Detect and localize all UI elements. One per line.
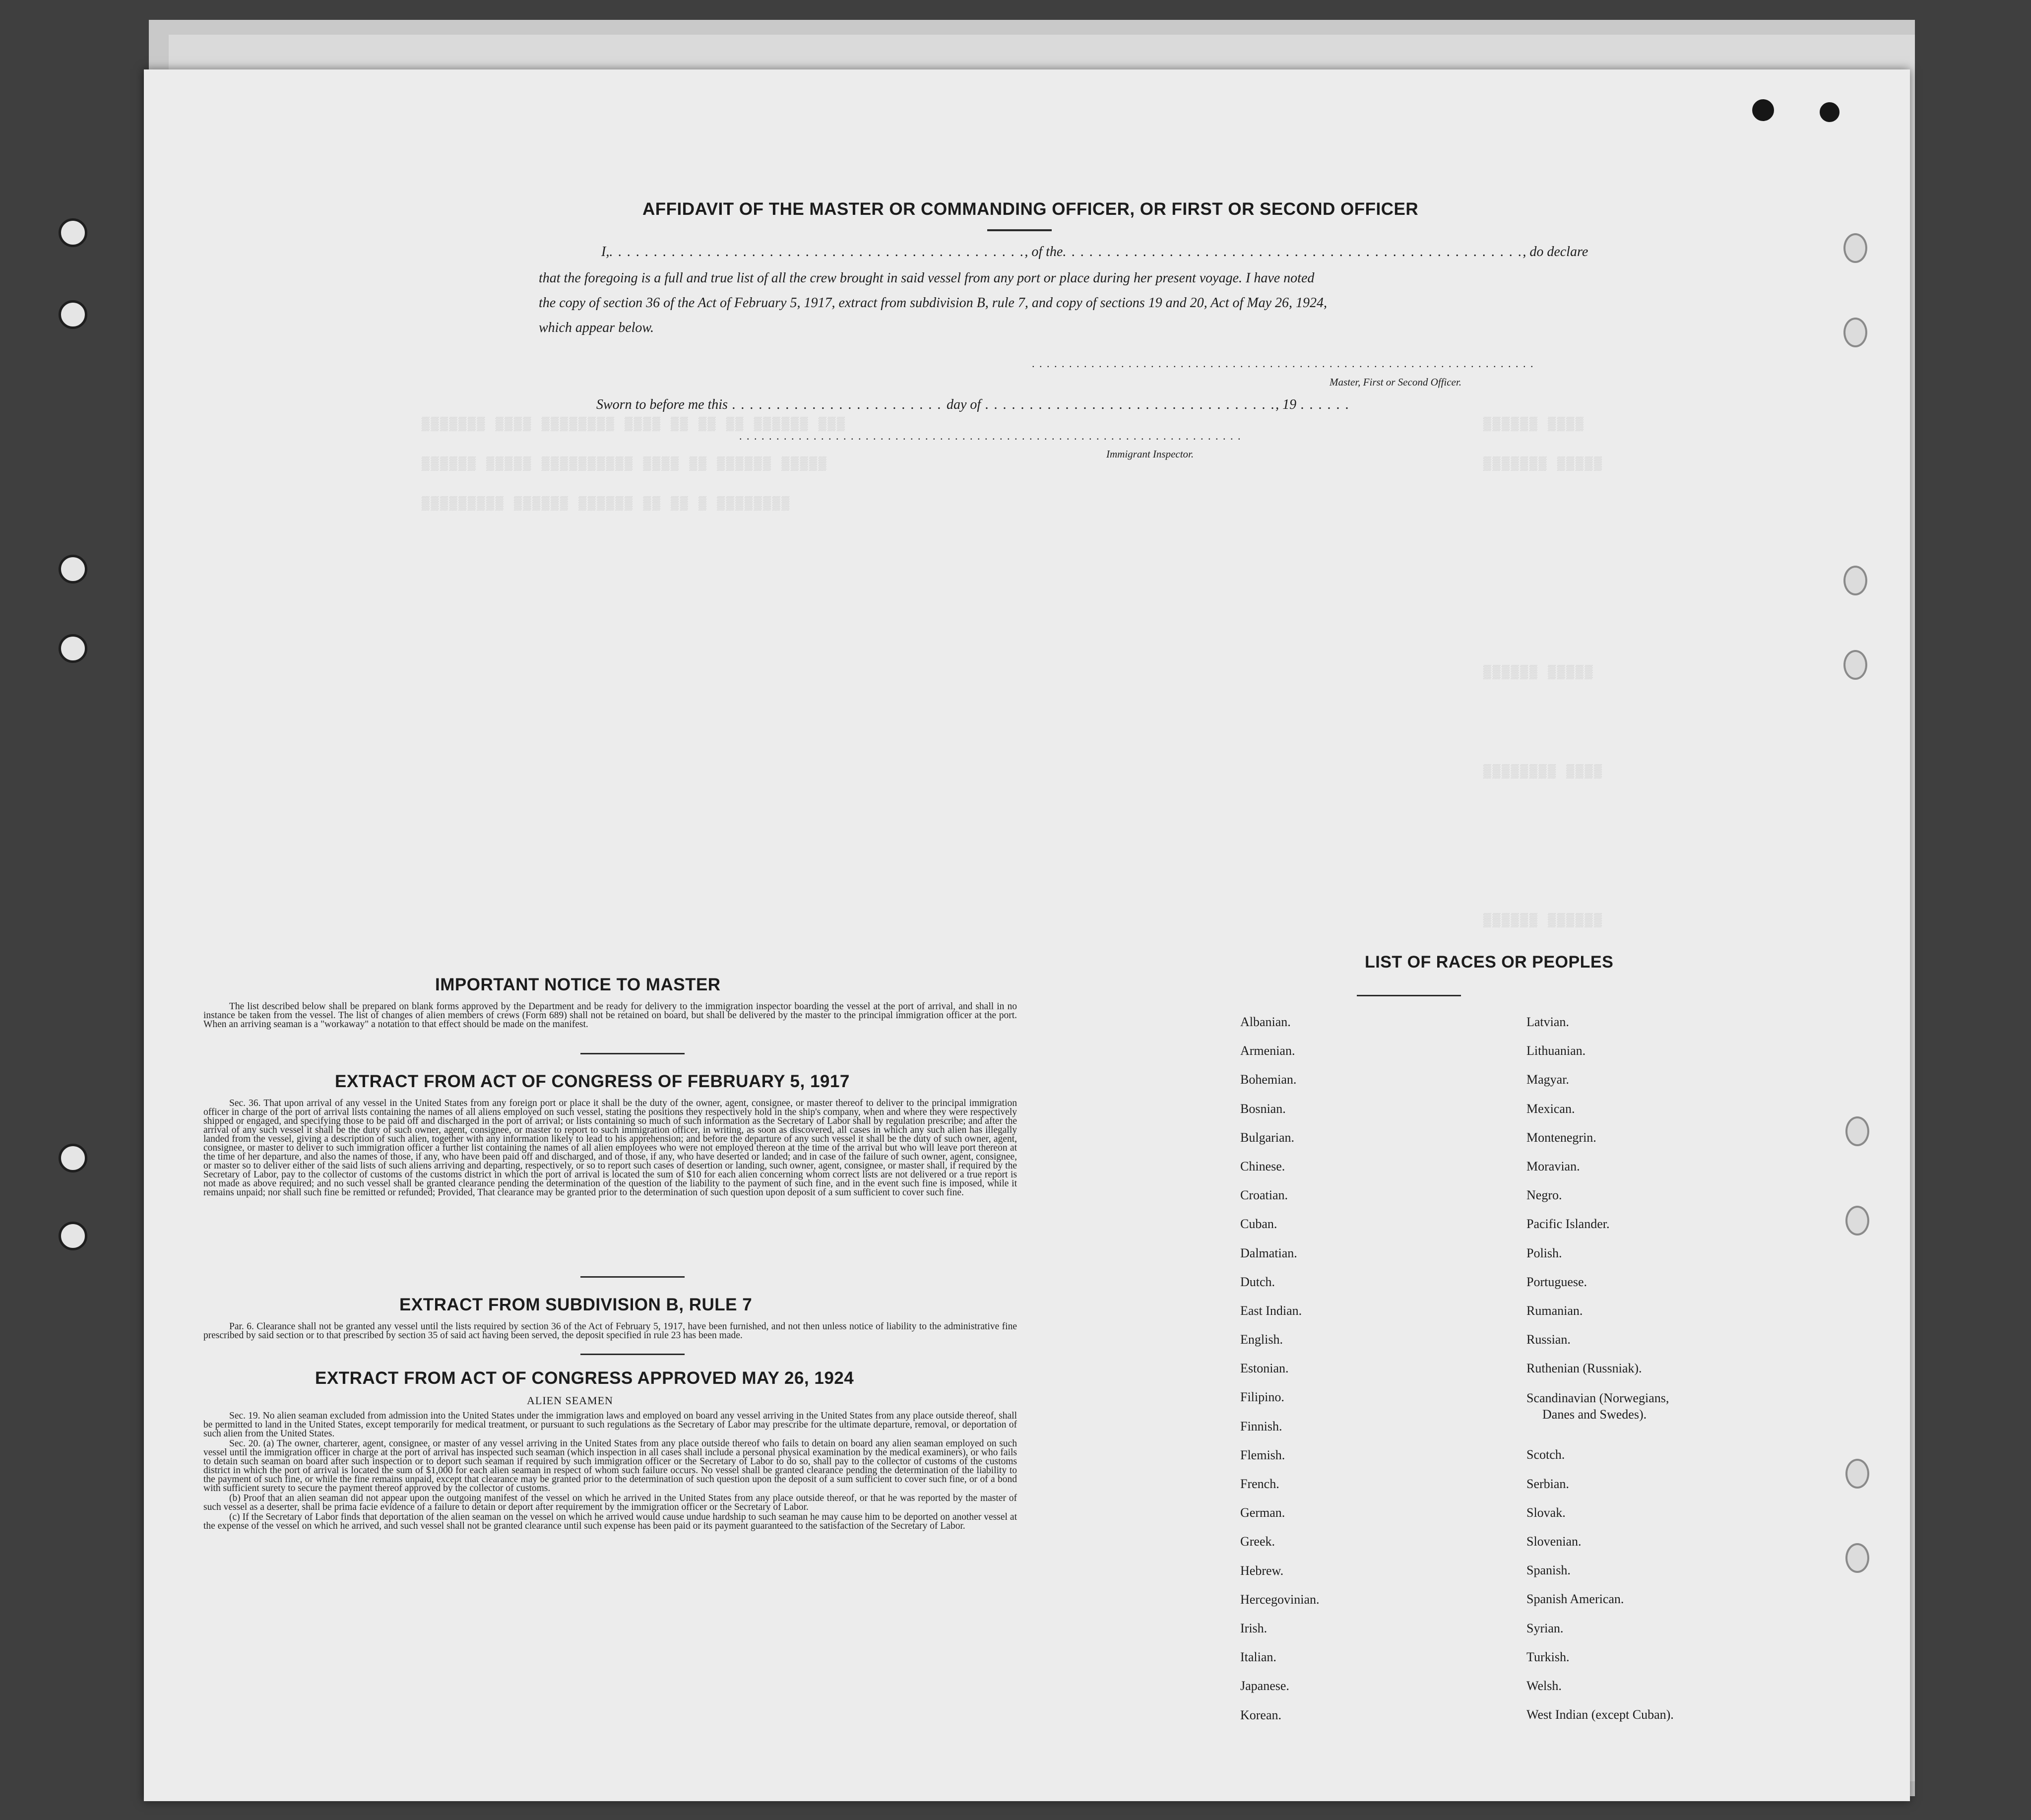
sworn-line — [596, 397, 1350, 413]
race-item: Syrian. — [1526, 1621, 1564, 1635]
race-item: Japanese. — [1240, 1679, 1289, 1693]
binder-hole — [59, 555, 87, 584]
races-left-column — [1240, 1015, 1320, 1737]
race-item: Hercegovinian. — [1240, 1592, 1320, 1607]
extract-1917-title: EXTRACT FROM ACT OF CONGRESS OF FEBRUARY 5, 1917 — [335, 1072, 850, 1091]
race-item: Moravian. — [1526, 1159, 1580, 1173]
bleed-through: ▒▒▒▒▒▒▒▒▒ ▒▒▒▒▒▒ ▒▒▒▒▒▒ ▒▒ ▒▒ ▒ ▒▒▒▒▒▒▒▒ — [422, 496, 791, 511]
vessel-name-blank[interactable]: . . . . . . . . . . . . . . . . . . . . . . . . . . . . . . . . . . . . . . . . . . . . . . . . . . . . — [1063, 244, 1523, 260]
sworn-month-blank[interactable]: . . . . . . . . . . . . . . . . . . . . . . . . . . . . . . . . . — [981, 397, 1276, 412]
punch-hole — [1843, 233, 1867, 263]
race-item: Greek. — [1240, 1534, 1275, 1549]
punch-hole — [1843, 318, 1867, 347]
bleed-through: ▒▒▒▒▒▒▒ ▒▒▒▒▒ — [1483, 456, 1603, 471]
race-item: East Indian. — [1240, 1303, 1302, 1318]
race-item-continuation: Danes and Swedes). — [1542, 1407, 1647, 1422]
binder-hole — [59, 1222, 87, 1250]
race-item: Spanish American. — [1526, 1592, 1624, 1607]
bleed-through: ▒▒▒▒▒▒▒ ▒▒▒▒ ▒▒▒▒▒▒▒▒ ▒▒▒▒ ▒▒ ▒▒ ▒▒ ▒▒▒▒▒▒ ▒▒▒ — [422, 417, 846, 432]
bleed-through: ▒▒▒▒▒▒▒▒ ▒▒▒▒ — [1483, 764, 1603, 779]
race-item: Flemish. — [1240, 1447, 1285, 1462]
race-item: Serbian. — [1526, 1476, 1569, 1491]
extract-1924-title: EXTRACT FROM ACT OF CONGRESS APPROVED MAY 26, 1924 — [315, 1368, 854, 1388]
race-item: Magyar. — [1526, 1072, 1569, 1087]
section-rule — [580, 1354, 685, 1355]
race-item-line: Scandinavian (Norwegians, — [1526, 1391, 1669, 1406]
race-item: Italian. — [1240, 1650, 1276, 1665]
race-item: Estonian. — [1240, 1361, 1289, 1376]
year-label: , 19 — [1275, 397, 1297, 412]
sworn-year-blank[interactable]: . . . . . . — [1296, 397, 1350, 412]
race-item: Hebrew. — [1240, 1563, 1284, 1578]
race-item: Latvian. — [1526, 1015, 1569, 1029]
sworn-day-blank[interactable]: . . . . . . . . . . . . . . . . . . . . . . . . — [727, 397, 947, 412]
binder-hole — [59, 1144, 87, 1172]
race-item: Filipino. — [1240, 1390, 1284, 1405]
section-rule — [580, 1276, 685, 1278]
race-item: Mexican. — [1526, 1101, 1575, 1116]
punch-hole — [1845, 1116, 1869, 1146]
affidavit-line-2: that the foregoing is a full and true list of all the crew brought in said vessel from any port or place during her present voyage. I have noted — [539, 270, 1315, 286]
race-item: Dutch. — [1240, 1274, 1275, 1289]
race-item: Cuban. — [1240, 1217, 1277, 1232]
master-signature-line[interactable]: . . . . . . . . . . . . . . . . . . . . . . . . . . . . . . . . . . . . . . . . . . . . . . . . . . . . . . . . . . . . . . . . . . . . — [1032, 357, 1534, 370]
section-rule — [580, 1053, 685, 1054]
race-item: Pacific Islander. — [1526, 1217, 1610, 1232]
notice-text: The list described below shall be prepared on blank forms approved by the Department and be ready for delivery to the immigration inspector boarding the vessel at the port of arrival, and shall in no instance be taken from the vessel. The list of changes of alien members of crews (Form 689) shall not be retained on board, but shall be delivered by the master to the principal immigration officer at the port. When an arriving seaman is a "workaway" a notation to that effect should be made on the manifest. — [203, 1001, 1017, 1030]
binder-hole — [59, 218, 87, 247]
form-page — [144, 69, 1910, 1801]
race-item: Slovenian. — [1526, 1534, 1582, 1549]
bleed-through: ▒▒▒▒▒▒ ▒▒▒▒ — [1483, 417, 1585, 432]
race-item: French. — [1240, 1477, 1279, 1491]
affidavit-title: AFFIDAVIT OF THE MASTER OR COMMANDING OFFICER, OR FIRST OR SECOND OFFICER — [642, 199, 1419, 219]
extract-1924-text — [203, 1412, 1017, 1532]
races-title: LIST OF RACES OR PEOPLES — [1365, 953, 1614, 972]
race-item: Spanish. — [1526, 1563, 1571, 1578]
declare-label: , do declare — [1523, 244, 1588, 260]
section-20b-paragraph: (b) Proof that an alien seaman did not appear upon the outgoing manifest of the vessel on which he arrived in the United States from any place outside thereof, or that he was reported by the master of such vessel as a deserter, shall be prima facie evidence of a failure to detain or deport after requirement by the immigration officer or the Secretary of Labor. — [203, 1493, 1017, 1512]
races-right-column — [1526, 1015, 1735, 1736]
day-of-label: day of — [946, 397, 981, 412]
race-item: Slovak. — [1526, 1505, 1566, 1520]
race-item: Korean. — [1240, 1707, 1282, 1722]
race-item: Polish. — [1526, 1245, 1562, 1260]
race-item: Scotch. — [1526, 1447, 1565, 1462]
race-item: Ruthenian (Russniak). — [1526, 1361, 1642, 1376]
race-item: Irish. — [1240, 1621, 1268, 1635]
race-item: Bosnian. — [1240, 1101, 1286, 1116]
section-20c-paragraph: (c) If the Secretary of Labor finds that deportation of the alien seaman on the vessel on which he arrived would cause undue hardship to such seaman he may cause him to be deported on another vessel at the expense of the vessel on which he arrived, and such vessel shall not be granted clearance until such expense has been paid or its payment guaranteed to the satisfaction of the Secretary of Labor. — [203, 1512, 1017, 1531]
notice-title: IMPORTANT NOTICE TO MASTER — [435, 975, 721, 994]
race-item: Croatian. — [1240, 1188, 1288, 1203]
punch-hole — [1845, 1206, 1869, 1235]
declarant-label: I, — [601, 244, 610, 260]
binder-hole — [59, 300, 87, 329]
race-item: Albanian. — [1240, 1015, 1291, 1029]
inspector-caption: Immigrant Inspector. — [1106, 448, 1194, 460]
affidavit-line-3: the copy of section 36 of the Act of February 5, 1917, extract from subdivision B, rule 7, and copy of sections 19 and 20, Act of May 26, 1924, — [539, 295, 1328, 311]
bleed-through: ▒▒▒▒▒▒ ▒▒▒▒▒ — [1483, 665, 1594, 680]
extract-rule7-title: EXTRACT FROM SUBDIVISION B, RULE 7 — [399, 1295, 753, 1314]
affidavit-line-4: which appear below. — [539, 320, 654, 335]
race-item: Russian. — [1526, 1332, 1571, 1347]
title-rule — [987, 229, 1052, 231]
vessel-label: , of the — [1024, 244, 1063, 260]
race-item: Lithuanian. — [1526, 1043, 1586, 1058]
declarant-name-blank[interactable]: . . . . . . . . . . . . . . . . . . . . . . . . . . . . . . . . . . . . . . . . . . . . . . . — [609, 244, 1025, 260]
race-item: Dalmatian. — [1240, 1245, 1297, 1260]
punch-hole — [1845, 1543, 1869, 1573]
punch-hole — [1752, 99, 1774, 121]
bleed-through: ▒▒▒▒▒▒ ▒▒▒▒▒▒ — [1483, 913, 1603, 928]
bleed-through: ▒▒▒▒▒▒ ▒▒▒▒▒ ▒▒▒▒▒▒▒▒▒▒ ▒▒▒▒ ▒▒ ▒▒▒▒▒▒ ▒▒▒▒▒ — [422, 456, 828, 471]
race-item-scandinavian — [1526, 1390, 1735, 1447]
section-20a-paragraph: Sec. 20. (a) The owner, charterer, agent, consignee, or master of any vessel arriving in the United States from any place outside thereof who fails to detain on board any alien seaman employed on such vessel until the immigration officer in charge at the port of arrival has inspected such seaman (which inspection in all cases shall include a personal physical examination by the medical examiners), or who fails to detain such seaman on board after such inspection or to deport such seaman if required by such immigration officer or the Secretary of Labor to do so, shall pay to the collector of customs of the customs district in which the port of arrival is located the sum of $1,000 for each alien seaman in respect of whom such failure occurs. No vessel shall be granted clearance pending the determination of the liability to the payment of such fine, or while the fine remains unpaid, except that clearance may be granted prior to the determination of such question upon the deposit of a sum sufficient to cover such fine, or of a bond with sufficient surety to secure the payment thereof approved by the collector of customs. — [203, 1438, 1017, 1494]
punch-hole — [1845, 1459, 1869, 1489]
race-item: English. — [1240, 1332, 1283, 1347]
race-item: Chinese. — [1240, 1159, 1285, 1173]
sworn-label: Sworn to before me this — [596, 397, 728, 412]
race-item: Rumanian. — [1526, 1303, 1583, 1318]
extract-rule7-text: Par. 6. Clearance shall not be granted any vessel until the lists required by section 36 of the Act of February 5, 1917, have been furnished, and not then unless notice of liability to the administrative fine prescribed by said section or to that prescribed by section 35 of said act having been served, the deposit specified in rule 23 has been made. — [203, 1321, 1017, 1341]
affidavit-line-1 — [601, 244, 1588, 260]
race-item: German. — [1240, 1505, 1285, 1520]
race-item: West Indian (except Cuban). — [1526, 1707, 1674, 1722]
extract-1917-text: Sec. 36. That upon arrival of any vessel in the United States from any foreign port or place it shall be the duty of the owner, agent, consignee, or master thereof to deliver to the principal immigration officer in charge of the port of arrival lists containing the names of all aliens employed on such vessel, stating the positions they respectively hold in the ship's company, when and where they were respectively shipped or engaged, and specifying those to be paid off and discharged in the port of arrival; or lists containing so much of such information as the Secretary of Labor shall by regulation prescribe; and after the arrival of any such vessel it shall be the duty of such owner, agent, consignee, or master to report to such immigration officer, in writing, as soon as discovered, all cases in which any such alien has illegally landed from the vessel, giving a description of such alien, together with any information likely to lead to his apprehension; and before the departure of any such vessel it shall be the duty of such owner, agent, consignee, or master to deliver to such immigration officer a further list containing the names of all alien employees who were not employed thereon at the time of the arrival but who will leave port thereon at the time of her departure, and also the names of those, if any, who have been paid off and discharged, and of those, if any, who have deserted or landed; and in case of the failure of such owner, agent, consignee, or master so to deliver either of the said lists of such aliens arriving and departing, respectively, or so to report such cases of desertion or landing, such owner, agent, consignee, or master shall, if required by the Secretary of Labor, pay to the collector of customs of the customs district in which the port of arrival is located the sum of $10 for each alien concerning whom correct lists are not delivered or a true report is not made as above required; and no such vessel shall be granted clearance pending the determination of the question of the liability to the payment of such fine, and in the event such fine is imposed, while it remains unpaid; nor shall such fine be remitted or refunded; Provided, That clearance may be granted prior to the determination of such question upon deposit of a sum sufficient to cover such fine. — [203, 1098, 1017, 1198]
race-item: Bulgarian. — [1240, 1130, 1295, 1145]
race-item: Montenegrin. — [1526, 1130, 1596, 1145]
race-item: Finnish. — [1240, 1419, 1282, 1433]
punch-hole — [1843, 566, 1867, 595]
master-signature-caption: Master, First or Second Officer. — [1330, 376, 1461, 388]
race-item: Welsh. — [1526, 1678, 1562, 1693]
race-item: Portuguese. — [1526, 1274, 1587, 1289]
punch-hole — [1820, 102, 1840, 122]
races-title-rule — [1357, 995, 1461, 996]
race-item: Negro. — [1526, 1188, 1562, 1203]
race-item: Armenian. — [1240, 1043, 1295, 1058]
section-19-paragraph: Sec. 19. No alien seaman excluded from admission into the United States under the immigration laws and employed on board any vessel arriving in the United States from any place outside thereof, shall be permitted to land in the United States, except temporarily for medical treatment, or pursuant to such regulations as the Secretary of Labor may prescribe for the ultimate departure, removal, or deportation of such alien from the United States. — [203, 1411, 1017, 1439]
extract-1924-subtitle: ALIEN SEAMEN — [527, 1394, 613, 1407]
inspector-signature-line[interactable]: . . . . . . . . . . . . . . . . . . . . . . . . . . . . . . . . . . . . . . . . . . . . . . . . . . . . . . . . . . . . . . . . . . . . — [739, 430, 1242, 442]
punch-hole — [1843, 650, 1867, 680]
race-item: Bohemian. — [1240, 1072, 1297, 1087]
binder-hole — [59, 634, 87, 663]
race-item: Turkish. — [1526, 1649, 1570, 1664]
